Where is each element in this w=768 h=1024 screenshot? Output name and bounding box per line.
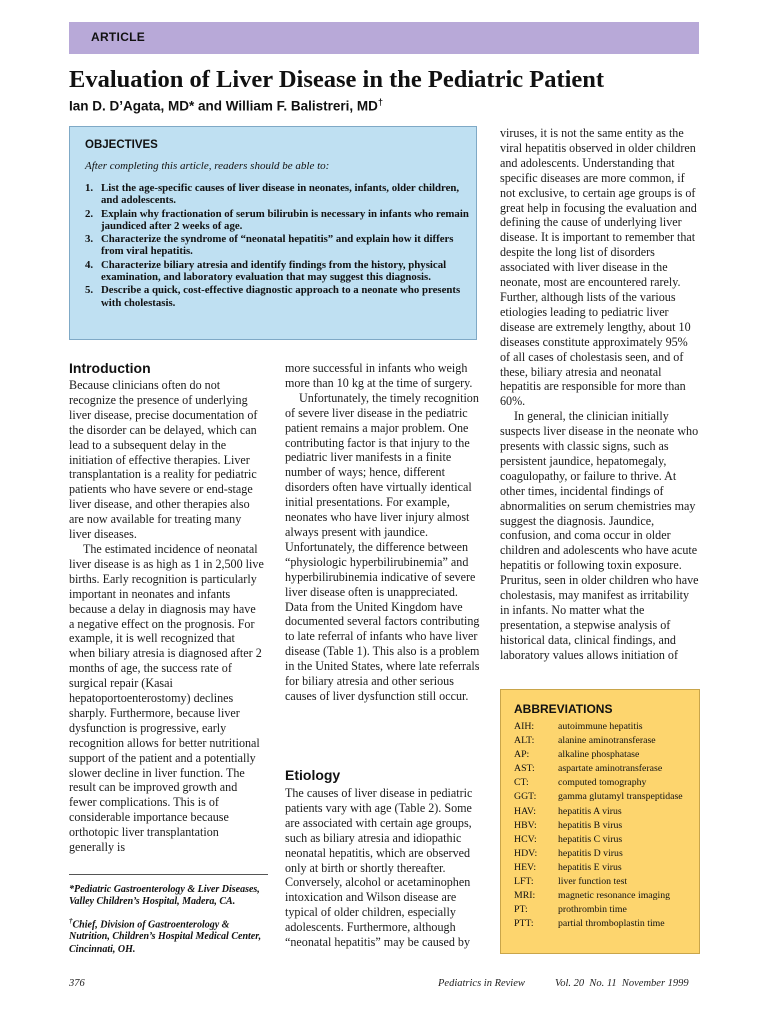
abbreviation-row	[514, 806, 699, 817]
paragraph: Because clinicians often do not recognize the presence of underlying liver disease, precise documentation of the disorder can be delayed, which can lead to a subsequent delay in the initiation of effective therapies. Liver transplantation is a reality for pediatric patients who have severe or end-stage liver disease, and other therapies also are now available for treating many liver diseases.	[69, 378, 258, 542]
abbreviation-row	[514, 862, 699, 873]
abbreviation-definition: autoimmune hepatitis	[558, 721, 643, 732]
abbreviation-term: HCV:	[514, 833, 537, 845]
objective-text: Characterize biliary atresia and identify findings from the history, physical examination, and laboratory evaluation that may suggest this diagnosis.	[101, 258, 447, 283]
etiology-heading: Etiology	[285, 767, 341, 783]
abbreviation-term: AST:	[514, 763, 535, 775]
abbreviation-row	[514, 777, 699, 788]
abbreviation-row	[514, 890, 699, 901]
abbreviation-row	[514, 749, 699, 760]
abbreviation-definition: hepatitis B virus	[558, 819, 623, 831]
abbreviation-term: HDV:	[514, 847, 538, 859]
objective-number: 2.	[85, 207, 94, 220]
footnote-text: Pediatric Gastroenterology & Liver Diseases, Valley Children’s Hospital, Madera, CA.	[69, 884, 260, 908]
abbreviation-term: HAV:	[514, 805, 536, 817]
abbreviation-definition: aspartate aminotransferase	[558, 763, 663, 775]
abbreviation-definition: hepatitis E virus	[558, 861, 622, 873]
author-names: Ian D. D’Agata, MD* and William F. Balistreri, MD	[69, 98, 378, 114]
abbreviation-term: HBV:	[514, 819, 537, 831]
abbreviation-row	[514, 876, 699, 887]
abbreviation-row	[514, 918, 699, 929]
footnote-mark: *	[69, 884, 74, 895]
objective-text: List the age-specific causes of liver disease in neonates, infants, older children, and adolescents.	[101, 182, 460, 207]
introduction-heading: Introduction	[69, 360, 151, 376]
abbreviation-term: GGT:	[514, 791, 537, 803]
objective-text: Characterize the syndrome of “neonatal hepatitis” and explain how it differs from viral hepatitis.	[101, 233, 454, 258]
page-number: 376	[69, 978, 85, 989]
abbreviation-definition: prothrombin time	[558, 904, 627, 916]
column-2	[285, 361, 483, 704]
paragraph: The estimated incidence of neonatal liver disease is as high as 1 in 2,500 live births. Early recognition is particularly important in neonates and infants because a delay in diagnosis may have a negative effect on the prognosis. For example, it is well recognized that when biliary atresia is diagnosed after 2 months of age, the success rate of surgical repair (Kasai hepatoportoenterostomy) declines sharply. Furthermore, because liver dysfunction is progressive, early recognition allows for better nutritional support of the patient and a potentially slower decline in liver function. The result can be improved growth and fewer complications. This is of considerable importance because orthotopic liver transplantation generally is	[69, 541, 264, 855]
paragraph: In general, the clinician initially suspects liver disease in the neonate who presents with classic signs, such as persistent jaundice, hepatomegaly, coagulopathy, or failure to thrive. At other times, incidental findings of abnormalities on serum chemistries may suggest the diagnosis. Jaundice, confusion, and coma occur in older children and adolescents who have acute hepatitis or following toxin exposure. Pruritus, seen in older children who have cholestasis, may manifest as irritability in infants. No matter what the presentation, a stepwise analysis of historical data, clinical findings, and laboratory values allows initiation of	[500, 409, 699, 662]
abbreviations-box	[500, 689, 700, 954]
abbreviation-row	[514, 904, 699, 915]
column-1	[69, 378, 264, 855]
objective-item	[85, 208, 470, 232]
authors	[69, 97, 383, 114]
paragraph: The causes of liver disease in pediatric patients vary with age (Table 2). Some are associated with certain age groups, such as biliary atresia and idiopathic neonatal hepatitis, which are observed only at birth or shortly thereafter. Conversely, alcohol or acetaminophen intoxication and Wilson disease are typical of older children, especially adolescents. Furthermore, although “neonatal hepatitis” may be caused by	[285, 786, 473, 950]
footnote	[69, 884, 269, 909]
abbreviation-definition: liver function test	[558, 876, 628, 888]
abbreviation-row	[514, 834, 699, 845]
objective-item	[85, 259, 470, 283]
article-title: Evaluation of Liver Disease in the Pediatric Patient	[69, 66, 605, 93]
column-3	[500, 126, 700, 663]
abbreviation-term: CT:	[514, 777, 529, 789]
abbreviation-definition: hepatitis A virus	[558, 805, 622, 817]
footnote	[69, 915, 269, 956]
abbreviation-definition: alkaline phosphatase	[558, 749, 640, 761]
objective-number: 4.	[85, 258, 94, 271]
abbreviation-term: ALT:	[514, 735, 535, 747]
abbreviations-list	[514, 721, 699, 932]
abbreviation-term: LFT:	[514, 876, 534, 888]
article-section-bar	[69, 22, 699, 54]
objective-number: 1.	[85, 182, 94, 194]
objective-text: Explain why fractionation of serum bilirubin is necessary in infants who remain jaundiced after 2 weeks of age.	[101, 207, 469, 232]
abbreviation-term: PT:	[514, 904, 528, 916]
journal-name: Pediatrics in Review	[438, 978, 525, 989]
author-mark: †	[377, 97, 383, 107]
abbreviation-term: PTT:	[514, 918, 534, 930]
abbreviation-row	[514, 735, 699, 746]
paragraph: Unfortunately, the timely recognition of severe liver disease in the pediatric patient remains a major problem. One contributing factor is that injury to the pediatric liver manifests in a finite number of ways; hence, different disorders often have virtually identical initial presentations. For example, neonates who have liver injury almost always present with jaundice. Unfortunately, the difference between “physiologic hyperbilirubinemia” and hyperbilirubinemia indicative of severe liver disease often is unappreciated. Data from the United Kingdom have documented several factors contributing to late referral of infants who have liver disease (Table 1). This also is a problem in the United States, where late referrals for biliary atresia and other serious causes of liver dysfunction still occur.	[285, 390, 480, 703]
abbreviation-term: AP:	[514, 749, 530, 761]
objectives-box	[69, 126, 477, 340]
abbreviations-heading: ABBREVIATIONS	[514, 702, 613, 716]
abbreviation-definition: hepatitis C virus	[558, 833, 623, 845]
footnote-mark: †	[69, 916, 73, 925]
objective-number: 3.	[85, 233, 94, 246]
issue-info: Vol. 20 No. 11 November 1999	[555, 978, 689, 989]
objectives-intro: After completing this article, readers should be able to:	[85, 160, 330, 172]
objective-item	[85, 284, 470, 308]
objective-item	[85, 182, 470, 206]
objective-number: 5.	[85, 284, 94, 297]
abbreviation-row	[514, 721, 699, 732]
footnote-text: Chief, Division of Gastroenterology & Nutrition, Children’s Hospital Medical Center, Cincinnati, OH.	[69, 918, 262, 955]
objectives-list	[85, 182, 470, 310]
abbreviation-definition: gamma glutamyl transpeptidase	[558, 791, 683, 803]
abbreviation-definition: hepatitis D virus	[558, 847, 623, 859]
abbreviation-row	[514, 763, 699, 774]
abbreviation-term: HEV:	[514, 861, 537, 873]
abbreviation-definition: partial thromboplastin time	[558, 918, 665, 930]
etiology-body	[285, 786, 483, 950]
abbreviation-definition: computed tomography	[558, 777, 647, 789]
abbreviation-term: AIH:	[514, 721, 535, 732]
objective-text: Describe a quick, cost-effective diagnostic approach to a neonate who presents with cholestasis.	[101, 284, 461, 309]
abbreviation-term: MRI:	[514, 890, 536, 902]
objectives-heading: OBJECTIVES	[85, 139, 158, 151]
abbreviation-definition: alanine aminotransferase	[558, 735, 656, 747]
paragraph: more successful in infants who weigh more than 10 kg at the time of surgery.	[285, 361, 473, 390]
footnote-divider	[69, 874, 268, 875]
paragraph: viruses, it is not the same entity as the viral hepatitis observed in older children and adolescents. Understanding that specific diseases are more common, if not exclusive, to certain age groups is of great help in focusing the evaluation and defining the cause of underlying liver disease. It is important to remember that despite the long list of disorders associated with liver disease in the neonate, most are encountered rarely. Further, although lists of the various etiologies leading to pediatric liver disease are extremely lengthy, about 10 diseases constitute approximately 95% of all cases of cholestasis seen, and of these, biliary atresia and neonatal hepatitis are responsible for more than 60%.	[500, 126, 697, 409]
objective-item	[85, 233, 470, 257]
abbreviation-row	[514, 848, 699, 859]
footnotes	[69, 884, 269, 962]
abbreviation-row	[514, 820, 699, 831]
abbreviation-row	[514, 791, 699, 802]
abbreviation-definition: magnetic resonance imaging	[558, 890, 671, 902]
section-label: ARTICLE	[91, 30, 146, 44]
